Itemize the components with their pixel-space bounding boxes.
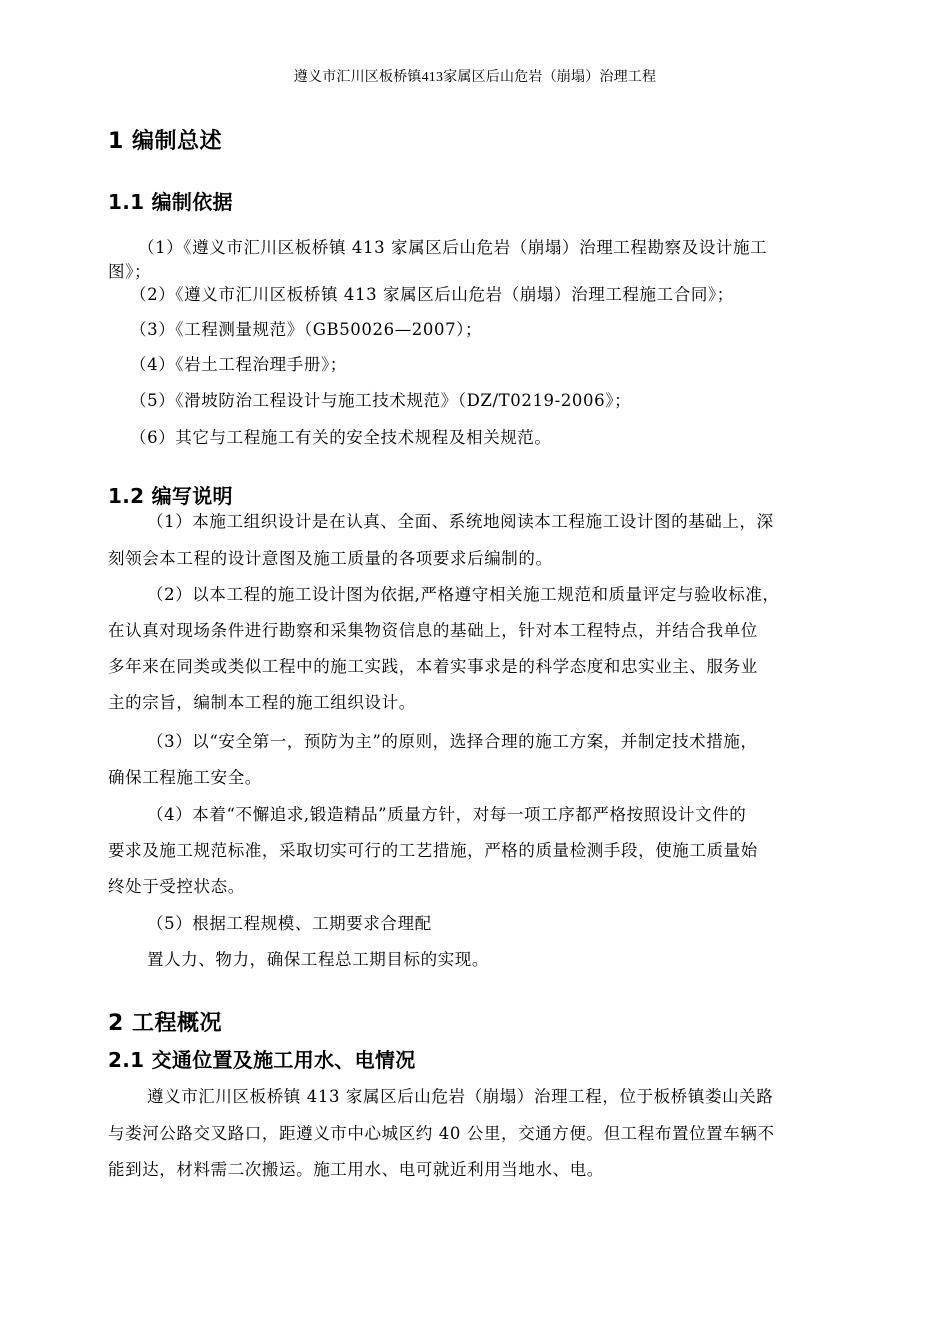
- section-1-2-heading: 1.2 编写说明: [108, 484, 233, 508]
- basis-item-1-cont: 图》；: [108, 262, 152, 281]
- basis-item-6: （6）其它与工程施工有关的安全技术规程及相关规范。: [130, 428, 552, 447]
- notes-line-9: （4）本着“不懈追求,锻造精品”质量方针，对每一项工序都严格按照设计文件的: [147, 805, 747, 824]
- notes-line-6: 主的宗旨，编制本工程的施工组织设计。: [108, 693, 416, 712]
- overview-line-2: 与娄河公路交叉路口，距遵义市中心城区约 40 公里，交通方便。但工程布置位置车辆不: [108, 1124, 775, 1143]
- basis-item-3: （3）《工程测量规范》（GB50026—2007）；: [130, 320, 483, 339]
- notes-line-1: （1）本施工组织设计是在认真、全面、系统地阅读本工程施工设计图的基础上，深: [147, 512, 774, 531]
- section-1-heading: 1 编制总述: [108, 129, 222, 154]
- section-2-heading: 2 工程概况: [108, 1011, 222, 1036]
- notes-line-13: 置人力、物力，确保工程总工期目标的实现。: [147, 950, 489, 969]
- notes-line-4: 在认真对现场条件进行勘察和采集物资信息的基础上，针对本工程特点，并结合我单位: [108, 621, 758, 640]
- overview-line-1: 遵义市汇川区板桥镇 413 家属区后山危岩（崩塌）治理工程，位于板桥镇娄山关路: [147, 1087, 774, 1106]
- basis-item-2: （2）《遵义市汇川区板桥镇 413 家属区后山危岩（崩塌）治理工程施工合同》；: [130, 285, 734, 304]
- notes-line-12: （5）根据工程规模、工期要求合理配: [147, 914, 432, 933]
- notes-line-7: （3）以“安全第一，预防为主”的原则，选择合理的施工方案，并制定技术措施，: [147, 732, 758, 751]
- basis-item-4: （4）《岩土工程治理手册》；: [130, 355, 347, 374]
- notes-line-3: （2）以本工程的施工设计图为依据,严格遵守相关施工规范和质量评定与验收标准，: [147, 585, 780, 604]
- overview-line-3: 能到达，材料需二次搬运。施工用水、电可就近利用当地水、电。: [108, 1160, 604, 1179]
- page-header: 遵义市汇川区板桥镇413家属区后山危岩（崩塌）治理工程: [293, 70, 657, 85]
- notes-line-5: 多年来在同类或类似工程中的施工实践，本着实事求是的科学态度和忠实业主、服务业: [108, 657, 758, 676]
- basis-item-1: （1）《遵义市汇川区板桥镇 413 家属区后山危岩（崩塌）治理工程勘察及设计施工: [138, 238, 768, 257]
- notes-line-10: 要求及施工规范标准，采取切实可行的工艺措施，严格的质量检测手段，使施工质量始: [108, 841, 758, 860]
- section-2-1-heading: 2.1 交通位置及施工用水、电情况: [108, 1048, 416, 1072]
- notes-line-11: 终处于受控状态。: [108, 877, 245, 896]
- notes-line-8: 确保工程施工安全。: [108, 768, 262, 787]
- basis-item-5: （5）《滑坡防治工程设计与施工技术规范》（DZ/T0219-2006》；: [130, 391, 632, 410]
- notes-line-2: 刻领会本工程的设计意图及施工质量的各项要求后编制的。: [108, 549, 553, 568]
- section-1-1-heading: 1.1 编制依据: [108, 190, 233, 214]
